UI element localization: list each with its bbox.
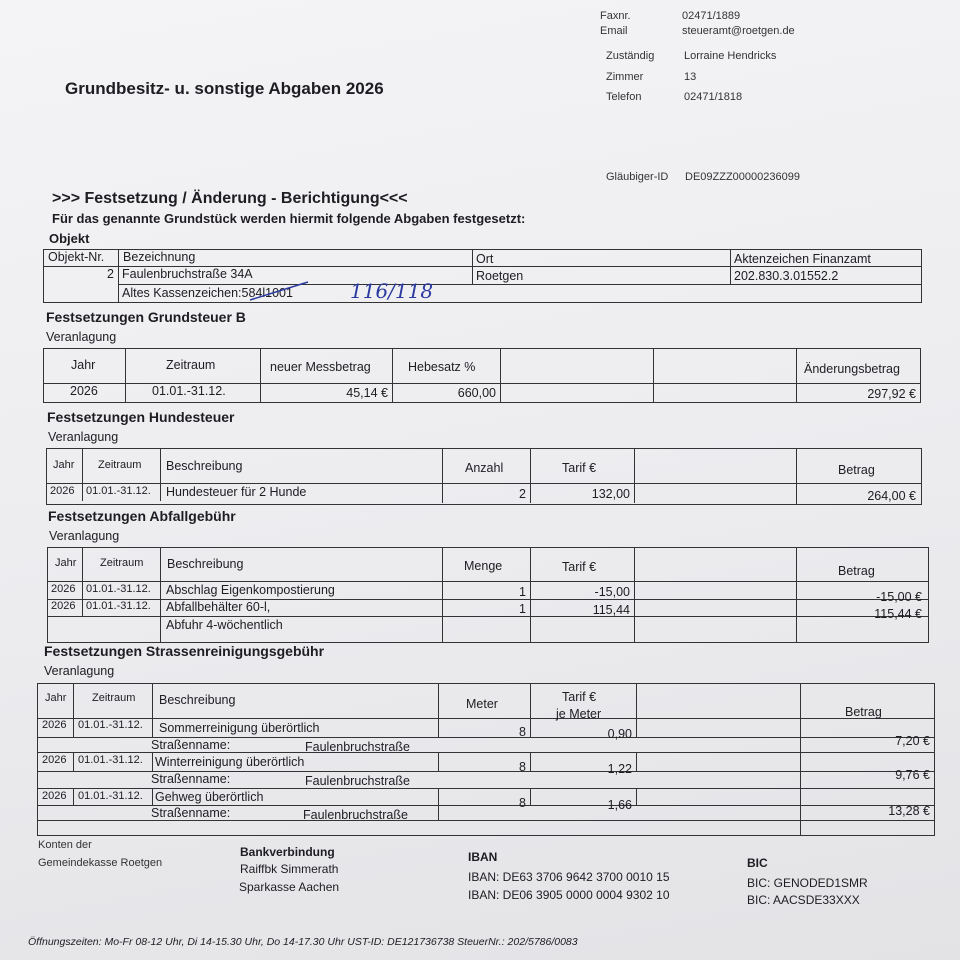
- objekt-header-nr: Objekt-Nr.: [48, 250, 105, 264]
- objekt-header-aktenzeichen: Aktenzeichen Finanzamt: [734, 252, 871, 266]
- strasse-row2-tarif: 1,22: [607, 762, 632, 776]
- strasse-header-jahr: Jahr: [45, 692, 67, 704]
- zustaendig-value: Lorraine Hendricks: [684, 50, 777, 62]
- abfall-row1-tarif: -15,00: [594, 585, 630, 599]
- abfall-row1-menge: 1: [519, 585, 526, 599]
- footer-bic-2: BIC: AACSDE33XXX: [747, 893, 860, 907]
- strasse-row3-zeitraum: 01.01.-31.12.: [78, 790, 143, 802]
- altes-kassenzeichen: Altes Kassenzeichen:584l1001: [122, 286, 293, 300]
- strasse-row1-strassenname-label: Straßenname:: [151, 738, 231, 752]
- strasse-row1-betrag: 7,20 €: [895, 734, 930, 748]
- abfall-title: Festsetzungen Abfallgebühr: [48, 508, 236, 524]
- grundsteuer-header-messbetrag: neuer Messbetrag: [270, 360, 371, 374]
- footer-bank-label: Bankverbindung: [240, 845, 335, 859]
- footer-iban-2: IBAN: DE06 3905 0000 0004 9302 10: [468, 888, 670, 902]
- grundsteuer-hebesatz: 660,00: [457, 386, 496, 400]
- hundesteuer-header-zeitraum: Zeitraum: [98, 459, 142, 471]
- strasse-row1-zeitraum: 01.01.-31.12.: [78, 719, 143, 731]
- email-value: steueramt@roetgen.de: [682, 25, 795, 37]
- strasse-row3-jahr: 2026: [42, 790, 67, 802]
- abfall-row2-zeitraum: 01.01.-31.12.: [86, 600, 151, 612]
- strasse-header-tarif: Tarif €: [562, 690, 597, 704]
- abfall-row1-zeitraum: 01.01.-31.12.: [86, 583, 151, 595]
- hundesteuer-header-beschreibung: Beschreibung: [166, 459, 243, 473]
- strasse-row1-beschreibung: Sommerreinigung überörtlich: [159, 721, 320, 735]
- grundsteuer-zeitraum: 01.01.-31.12.: [152, 384, 226, 398]
- grundsteuer-messbetrag: 45,14 €: [346, 386, 388, 400]
- abfall-row2-betrag: 115,44 €: [874, 607, 922, 621]
- footer-iban-1: IBAN: DE63 3706 9642 3700 0010 15: [468, 870, 670, 884]
- strasse-row3-betrag: 13,28 €: [888, 804, 930, 818]
- glaeubiger-value: DE09ZZZ00000236099: [685, 171, 800, 183]
- abfall-header-jahr: Jahr: [55, 557, 77, 569]
- strasse-row2-jahr: 2026: [42, 754, 67, 766]
- strasse-header-meter: Meter: [466, 697, 498, 711]
- abfall-row2-beschreibung: Abfallbehälter 60-l,: [166, 600, 271, 614]
- hundesteuer-zeitraum: 01.01.-31.12.: [86, 485, 151, 497]
- strasse-veranlagung: Veranlagung: [44, 664, 115, 678]
- hundesteuer-header-betrag: Betrag: [838, 463, 875, 477]
- strasse-row2-meter: 8: [519, 760, 526, 774]
- objekt-ort: Roetgen: [476, 269, 524, 283]
- footer-bank-2: Sparkasse Aachen: [239, 880, 340, 894]
- strasse-row2-zeitraum: 01.01.-31.12.: [78, 754, 143, 766]
- zimmer-label: Zimmer: [606, 71, 644, 83]
- hundesteuer-header-jahr: Jahr: [53, 459, 75, 471]
- footer-bic-label: BIC: [747, 856, 768, 870]
- fax-value: 02471/1889: [682, 10, 741, 22]
- hundesteuer-veranlagung: Veranlagung: [48, 430, 119, 444]
- footer-konten-2: Gemeindekasse Roetgen: [38, 857, 163, 869]
- strasse-row2-betrag: 9,76 €: [895, 768, 930, 782]
- strasse-row3-meter: 8: [519, 796, 526, 810]
- grundsteuer-header-aenderungsbetrag: Änderungsbetrag: [804, 362, 900, 376]
- abfall-row1-beschreibung: Abschlag Eigenkompostierung: [166, 583, 335, 597]
- hundesteuer-jahr: 2026: [50, 485, 75, 497]
- hundesteuer-header-tarif: Tarif €: [562, 461, 597, 475]
- objekt-aktenzeichen: 202.830.3.01552.2: [734, 269, 839, 283]
- abfall-header-betrag: Betrag: [838, 564, 875, 578]
- footer-bic-1: BIC: GENODED1SMR: [747, 876, 868, 890]
- abfall-header-beschreibung: Beschreibung: [167, 557, 244, 571]
- grundsteuer-betrag: 297,92 €: [867, 387, 916, 401]
- strasse-row1-tarif: 0,90: [607, 727, 632, 741]
- hundesteuer-anzahl: 2: [519, 487, 526, 501]
- abfall-extra: Abfuhr 4-wöchentlich: [166, 618, 283, 632]
- strasse-row3-tarif: 1,66: [607, 798, 632, 812]
- strike-through-mark: [248, 276, 318, 304]
- strasse-row3-strassenname: Faulenbruchstraße: [303, 808, 408, 822]
- footer-iban-label: IBAN: [468, 850, 498, 864]
- glaeubiger-label: Gläubiger-ID: [606, 171, 669, 183]
- document-heading: >>> Festsetzung / Änderung - Berichtigung<<<: [52, 190, 408, 207]
- strasse-header-zeitraum: Zeitraum: [92, 692, 136, 704]
- document-subheading: Für das genannte Grundstück werden hiermit folgende Abgaben festgesetzt:: [52, 211, 526, 226]
- hundesteuer-beschreibung: Hundesteuer für 2 Hunde: [166, 485, 307, 499]
- grundsteuer-header-zeitraum: Zeitraum: [166, 358, 216, 372]
- strasse-row1-strassenname: Faulenbruchstraße: [305, 740, 410, 754]
- objekt-section-label: Objekt: [49, 231, 90, 246]
- zimmer-value: 13: [684, 71, 697, 83]
- objekt-header-bezeichnung: Bezeichnung: [123, 250, 196, 264]
- zustaendig-label: Zuständig: [606, 50, 655, 62]
- strasse-header-je-meter: je Meter: [556, 707, 602, 721]
- objekt-header-ort: Ort: [476, 252, 494, 266]
- handwritten-note: 116/118: [350, 279, 434, 303]
- hundesteuer-tarif: 132,00: [591, 487, 630, 501]
- strasse-row2-strassenname-label: Straßenname:: [151, 772, 231, 786]
- grundsteuer-veranlagung: Veranlagung: [46, 330, 117, 344]
- strasse-row1-jahr: 2026: [42, 719, 67, 731]
- objekt-nr: 2: [107, 267, 114, 281]
- fax-label: Faxnr.: [600, 10, 631, 22]
- grundsteuer-title: Festsetzungen Grundsteuer B: [46, 309, 246, 325]
- hundesteuer-betrag: 264,00 €: [867, 489, 916, 503]
- strasse-header-betrag: Betrag: [845, 705, 882, 719]
- telefon-label: Telefon: [606, 91, 642, 103]
- grundsteuer-jahr: 2026: [70, 384, 98, 398]
- hundesteuer-header-anzahl: Anzahl: [465, 461, 504, 475]
- strasse-title: Festsetzungen Strassenreinigungsgebühr: [44, 643, 325, 659]
- footer-bank-1: Raiffbk Simmerath: [240, 862, 339, 876]
- abfall-row1-jahr: 2026: [51, 583, 76, 595]
- strasse-row2-strassenname: Faulenbruchstraße: [305, 774, 410, 788]
- abfall-header-tarif: Tarif €: [562, 560, 597, 574]
- document-title: Grundbesitz- u. sonstige Abgaben 2026: [65, 79, 384, 98]
- grundsteuer-header-hebesatz: Hebesatz %: [408, 360, 476, 374]
- footer-oeffnungszeiten: Öffnungszeiten: Mo-Fr 08-12 Uhr, Di 14-15.30 Uhr, Do 14-17.30 Uhr UST-ID: DE121736738 SteuerNr.: 202/5786/0083: [28, 936, 578, 948]
- telefon-value: 02471/1818: [684, 91, 743, 103]
- email-label: Email: [600, 25, 628, 37]
- hundesteuer-title: Festsetzungen Hundesteuer: [47, 409, 235, 425]
- abfall-header-menge: Menge: [464, 559, 503, 573]
- abfall-row2-menge: 1: [519, 602, 526, 616]
- strasse-header-beschreibung: Beschreibung: [159, 693, 236, 707]
- abfall-header-zeitraum: Zeitraum: [100, 557, 144, 569]
- strasse-row3-beschreibung: Gehweg überörtlich: [155, 790, 264, 804]
- abfall-row1-betrag: -15,00 €: [876, 590, 922, 604]
- strasse-row1-meter: 8: [519, 725, 526, 739]
- abfall-row2-tarif: 115,44: [592, 603, 630, 617]
- strasse-row3-strassenname-label: Straßenname:: [151, 806, 231, 820]
- strasse-row2-beschreibung: Winterreinigung überörtlich: [155, 755, 305, 769]
- abfall-veranlagung: Veranlagung: [49, 529, 120, 543]
- objekt-bezeichnung: Faulenbruchstraße 34A: [122, 267, 253, 281]
- grundsteuer-header-jahr: Jahr: [71, 358, 96, 372]
- footer-konten-1: Konten der: [38, 839, 92, 851]
- abfall-row2-jahr: 2026: [51, 600, 76, 612]
